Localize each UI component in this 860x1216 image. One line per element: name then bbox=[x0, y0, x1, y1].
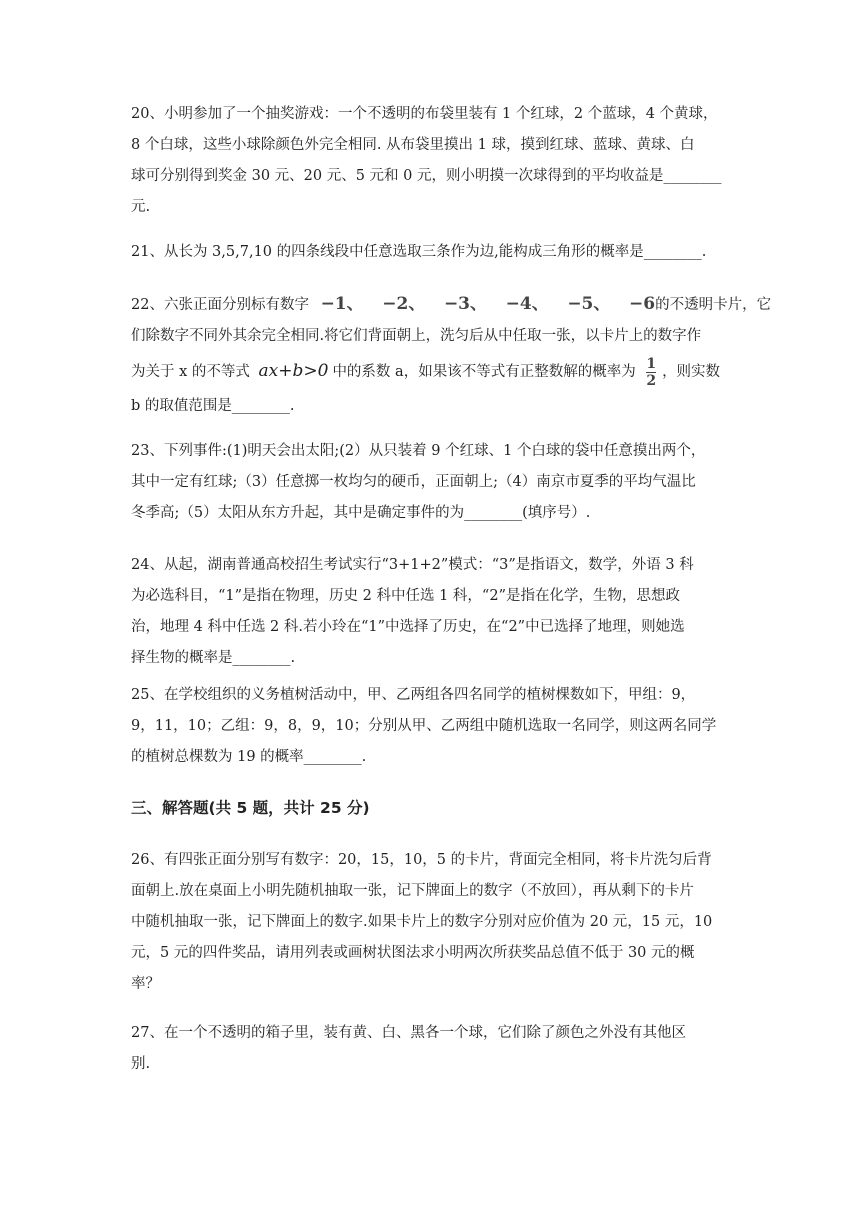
question-23-line-2: 其中一定有红球;（3）任意掷一枚均匀的硬币，正面朝上;（4）南京市夏季的平均气温比 bbox=[131, 474, 696, 490]
question-25-line-3: 的植树总棵数为 19 的概率________. bbox=[131, 749, 367, 765]
question-27 bbox=[131, 1018, 741, 1080]
question-22-line-3 bbox=[131, 352, 741, 391]
question-22 bbox=[131, 289, 772, 422]
question-20-line-4: 元. bbox=[131, 199, 151, 215]
question-23 bbox=[131, 436, 741, 529]
question-22-line-2: 们除数字不同外其余完全相同.将它们背面朝上，洗匀后从中任取一张，以卡片上的数字作 bbox=[131, 328, 702, 344]
question-25 bbox=[131, 680, 741, 773]
question-20-line-2: 8 个白球，这些小球除颜色外完全相同. 从布袋里摸出 1 球，摸到红球、蓝球、黄球、白 bbox=[131, 137, 695, 153]
question-20 bbox=[131, 99, 741, 223]
card-number: −1、 bbox=[320, 294, 364, 314]
question-25-line-1: 25、在学校组织的义务植树活动中，甲、乙两组各四名同学的植树棵数如下，甲组：9， bbox=[131, 687, 696, 703]
question-26-line-1: 26、有四张正面分别写有数字：20，15，10，5 的卡片，背面完全相同，将卡片洗匀后背 bbox=[131, 852, 712, 868]
question-26-line-3: 中随机抽取一张，记下牌面上的数字.如果卡片上的数字分别对应价值为 20 元，15 元，10 bbox=[131, 914, 713, 930]
question-27-line-1: 27、在一个不透明的箱子里，装有黄、白、黑各一个球，它们除了颜色之外没有其他区 bbox=[131, 1025, 686, 1041]
card-number: −3、 bbox=[443, 294, 488, 314]
question-22-line-3-start: 为关于 x 的不等式 bbox=[131, 364, 250, 380]
question-24-line-3: 治，地理 4 科中任选 2 科.若小玲在“1”中选择了历史，在“2”中已选择了地理，则她选 bbox=[131, 619, 685, 635]
inequality-formula: ax+b>0 bbox=[258, 361, 329, 381]
question-23-line-3: 冬季高;（5）太阳从东方升起，其中是确定事件的为________(填序号）. bbox=[131, 505, 591, 521]
question-25-line-2: 9，11，10；乙组：9，8，9，10；分别从甲、乙两组中随机选取一名同学，则这两名同学 bbox=[131, 718, 717, 734]
question-23-line-1: 23、下列事件:(1)明天会出太阳;(2）从只装着 9 个红球、1 个白球的袋中任意摸出两个， bbox=[131, 443, 706, 459]
question-20-line-3: 球可分别得到奖金 30 元、20 元、5 元和 0 元，则小明摸一次球得到的平均收益是________ bbox=[131, 168, 722, 184]
fraction-denominator: 2 bbox=[646, 372, 657, 389]
question-22-line-3-end: ，则实数 bbox=[662, 364, 721, 380]
question-22-line-3-mid: 中的系数 a，如果该不等式有正整数解的概率为 bbox=[332, 364, 636, 380]
question-26-line-4: 元，5 元的四件奖品，请用列表或画树状图法求小明两次所获奖品总值不低于 30 元的概 bbox=[131, 945, 695, 961]
question-20-line-1: 20、小明参加了一个抽奖游戏：一个不透明的布袋里装有 1 个红球，2 个蓝球，4 个黄球， bbox=[131, 106, 718, 122]
question-22-line-4: b 的取值范围是________. bbox=[131, 398, 295, 414]
question-21-line-1: 21、从长为 3,5,7,10 的四条线段中任意选取三条作为边,能构成三角形的概率是________. bbox=[131, 244, 707, 260]
question-21 bbox=[131, 237, 741, 268]
question-27-line-2: 别. bbox=[131, 1056, 151, 1072]
card-number: −6 bbox=[629, 294, 656, 314]
question-26-line-2: 面朝上.放在桌面上小明先随机抽取一张，记下牌面上的数字（不放回），再从剩下的卡片 bbox=[131, 883, 694, 899]
section-heading: 三、解答题(共 5 题，共计 25 分) bbox=[131, 799, 370, 817]
question-26-line-5: 率？ bbox=[131, 976, 160, 992]
question-22-intro: 22、六张正面分别标有数字 bbox=[131, 297, 309, 313]
question-24 bbox=[131, 550, 741, 674]
fraction-numerator: 1 bbox=[646, 355, 657, 372]
question-22-line-1-end: 的不透明卡片，它 bbox=[655, 297, 772, 313]
question-24-line-4: 择生物的概率是________. bbox=[131, 650, 296, 666]
card-number: −4、 bbox=[505, 294, 549, 314]
card-number: −2、 bbox=[382, 294, 426, 314]
question-24-line-1: 24、从起，湖南普通高校招生考试实行“3+1+2”模式：“3”是指语文，数学，外语 3 科 bbox=[131, 557, 694, 573]
fraction-one-half bbox=[646, 357, 656, 388]
card-number: −5、 bbox=[567, 294, 611, 314]
question-24-line-2: 为必选科目，“1”是指在物理，历史 2 科中任选 1 科，“2”是指在化学，生物，思想政 bbox=[131, 588, 680, 604]
question-22-line-1 bbox=[131, 289, 772, 321]
question-26 bbox=[131, 845, 741, 1000]
